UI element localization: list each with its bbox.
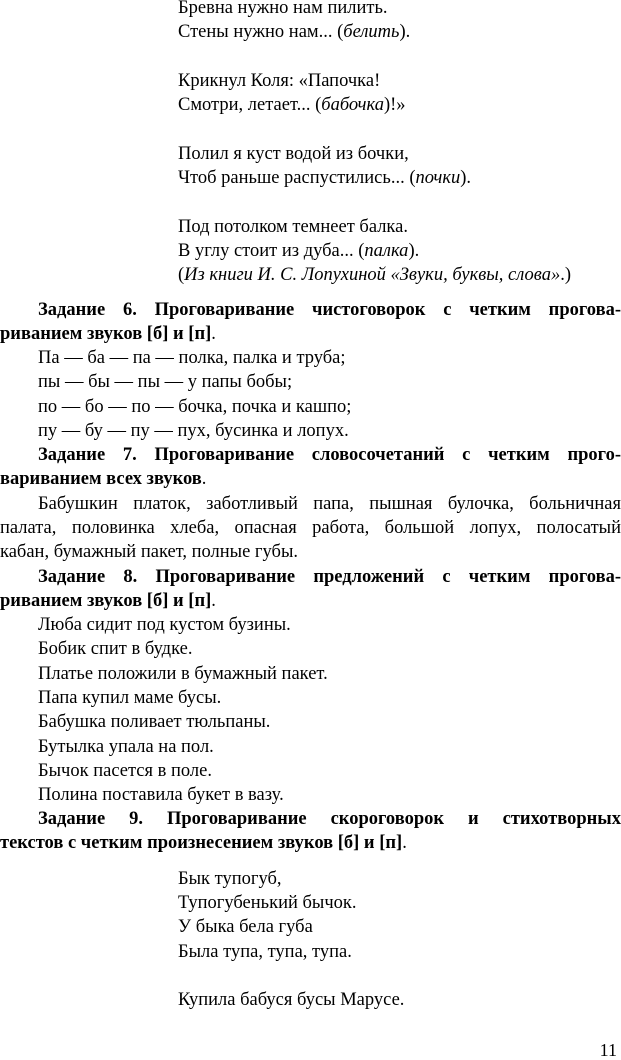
poem-line: Крикнул Коля: «Папочка! (178, 71, 381, 91)
task7-text: кабан, бумажный пакет, полные губы. (0, 542, 298, 562)
task7-heading: Задание 7. Проговаривание словосочетаний с четким прого- (38, 445, 621, 465)
poem-line: У быка бела губа (178, 917, 313, 937)
poem-line: Чтоб раньше распустились... (почки). (178, 168, 472, 188)
task8-line: Бычок пасется в поле. (38, 761, 212, 781)
task8-line: Полина поставила букет в вазу. (38, 785, 284, 805)
task8-heading-cont: риванием звуков [б] и [п]. (0, 591, 216, 611)
poem-line: Бревна нужно нам пилить. (178, 0, 388, 18)
poem-line: В углу стоит из дуба... (палка). (178, 241, 420, 261)
task8-heading: Задание 8. Проговаривание предложений с четким прогова- (38, 567, 621, 587)
task7-text: Бабушкин платок, заботливый папа, пышная булочка, больничная (38, 494, 621, 514)
task6-line: Па — ба — па — полка, палка и труба; (38, 348, 346, 368)
task6-line: пы — бы — пы — у папы бобы; (38, 372, 293, 392)
page-number: 11 (599, 1040, 617, 1060)
task8-line: Папа купил маме бусы. (38, 688, 222, 708)
poem-line: Бык тупогуб, (178, 869, 282, 889)
poem-line: Была тупа, тупа, тупа. (178, 942, 352, 962)
poem-line: Под потолком темнеет балка. (178, 217, 408, 237)
task6-heading: Задание 6. Проговаривание чистоговорок с четким прогова- (38, 300, 621, 320)
task8-line: Платье положили в бумажный пакет. (38, 664, 328, 684)
poem-line: Стены нужно нам... (белить). (178, 22, 411, 42)
task6-line: пу — бу — пу — пух, бусинка и лопух. (38, 421, 349, 441)
poem-line: Тупогубенький бычок. (178, 893, 357, 913)
task7-heading-cont: вариванием всех звуков. (0, 469, 207, 489)
poem-line: Купила бабуся бусы Марусе. (178, 990, 405, 1010)
task9-heading: Задание 9. Проговаривание скороговорок и стихотворных (38, 809, 621, 829)
task8-line: Бутылка упала на пол. (38, 737, 214, 757)
task8-line: Бобик спит в будке. (38, 639, 193, 659)
task8-line: Люба сидит под кустом бузины. (38, 615, 291, 635)
task9-heading-cont: текстов с четким произнесением звуков [б] и [п]. (0, 833, 407, 853)
poem-line: Полил я куст водой из бочки, (178, 144, 409, 164)
poem-line: Смотри, летает... (бабочка)!» (178, 95, 406, 115)
task6-heading-cont: риванием звуков [б] и [п]. (0, 324, 216, 344)
task6-line: по — бо — по — бочка, почка и кашпо; (38, 397, 352, 417)
poem-source: (Из книги И. С. Лопухиной «Звуки, буквы, слова».) (178, 265, 572, 285)
task8-line: Бабушка поливает тюльпаны. (38, 712, 271, 732)
task7-text: палата, половинка хлеба, опасная работа, большой лопух, полосатый (0, 518, 621, 538)
